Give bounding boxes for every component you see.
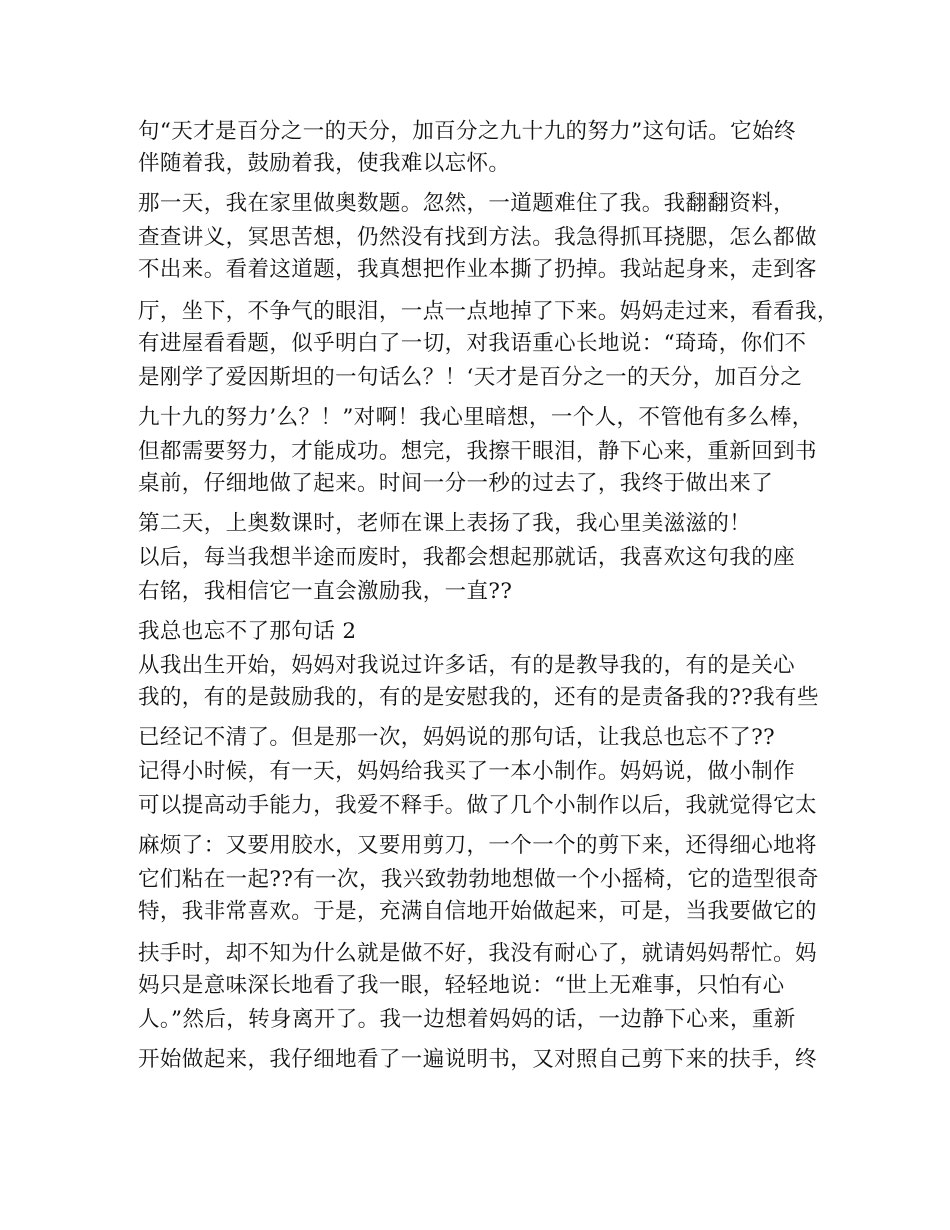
text-line: 从我出生开始，妈妈对我说过许多话，有的是教导我的，有的是关心 <box>138 653 796 678</box>
text-line: 我的，有的是鼓励我的，有的是安慰我的，还有的是责备我的??我有些 <box>138 685 819 710</box>
text-line: 以后，每当我想半途而废时，我都会想起那就话，我喜欢这句我的座 <box>138 545 796 570</box>
text-line: 可以提高动手能力，我爱不释手。做了几个小制作以后，我就觉得它太 <box>138 793 817 818</box>
text-line: 伴随着我，鼓励着我，使我难以忘怀。 <box>138 151 511 176</box>
text-line: 桌前，仔细地做了起来。时间一分一秒的过去了，我终于做出来了 <box>138 471 774 496</box>
text-line: 不出来。看着这道题，我真想把作业本撕了扔掉。我站起身来，走到客 <box>138 257 817 282</box>
text-line: 那一天，我在家里做奥数题。忽然，一道题难住了我。我翻翻资料， <box>138 191 796 216</box>
text-line: 麻烦了：又要用胶水，又要用剪刀，一个一个的剪下来，还得细心地将 <box>138 833 817 858</box>
text-line: 特，我非常喜欢。于是，充满自信地开始做起来，可是，当我要做它的 <box>138 899 817 924</box>
section-heading: 我总也忘不了那句话 2 <box>138 619 357 644</box>
text-line: 记得小时候，有一天，妈妈给我买了一本小制作。妈妈说，做小制作 <box>138 759 796 784</box>
text-line: 有进屋看看题，似乎明白了一切，对我语重心长地说：“琦琦，你们不 <box>138 331 807 356</box>
text-line: 是刚学了爱因斯坦的一句话么？！‘天才是百分之一的天分，加百分之 <box>138 365 803 390</box>
text-line: 人。”然后，转身离开了。我一边想着妈妈的话，一边静下心来，重新 <box>138 1007 796 1032</box>
text-line: 它们粘在一起??有一次，我兴致勃勃地想做一个小摇椅，它的造型很奇 <box>138 867 819 892</box>
text-line: 第二天，上奥数课时，老师在课上表扬了我，我心里美滋滋的！ <box>138 511 752 536</box>
text-line: 扶手时，却不知为什么就是做不好，我没有耐心了，就请妈妈帮忙。妈 <box>138 941 817 966</box>
text-line: 厅，坐下，不争气的眼泪，一点一点地掉了下来。妈妈走过来，看看我， <box>138 299 839 324</box>
text-line: 右铭，我相信它一直会激励我，一直?? <box>138 579 513 604</box>
text-line: 开始做起来，我仔细地看了一遍说明书，又对照自己剪下来的扶手，终 <box>138 1047 817 1072</box>
text-line: 已经记不清了。但是那一次，妈妈说的那句话，让我总也忘不了?? <box>138 725 776 750</box>
text-line: 句“天才是百分之一的天分，加百分之九十九的努力”这句话。它始终 <box>138 119 796 144</box>
text-line: 九十九的努力’么？！”对啊！我心里暗想，一个人，不管他有多么棒， <box>138 405 814 430</box>
text-line: 查查讲义，冥思苦想，仍然没有找到方法。我急得抓耳挠腮，怎么都做 <box>138 225 817 250</box>
text-line: 妈只是意味深长地看了我一眼，轻轻地说：“世上无难事，只怕有心 <box>138 973 785 998</box>
text-line: 但都需要努力，才能成功。想完，我擦干眼泪，静下心来，重新回到书 <box>138 439 817 464</box>
